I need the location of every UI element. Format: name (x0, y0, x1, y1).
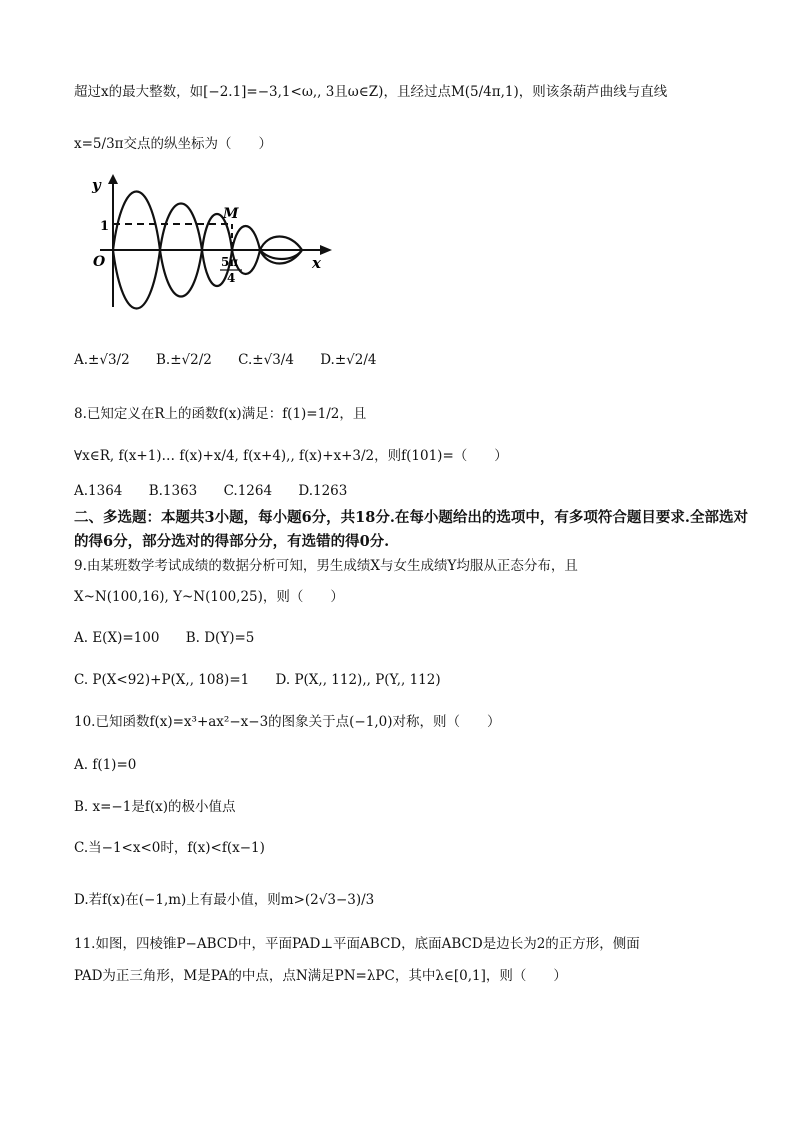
q7-option-b[interactable]: B.±√2/2 (155, 352, 212, 368)
q11-line1: 11.如图，四棱锥P−ABCD中，平面PAD⊥平面ABCD，底面ABCD是边长为2的正方形，侧面 (74, 936, 640, 952)
q10-option-d[interactable]: D.若f(x)在(−1,m)上有最小值，则m>(2√3−3)/3 (74, 892, 375, 908)
label-origin: O (93, 254, 106, 270)
q10-line1: 10.已知函数f(x)=x³+ax²−x−3的图象关于点(−1,0)对称，则（ ） (74, 714, 501, 730)
label-m: M (223, 206, 239, 222)
q9-line1: 9.由某班数学考试成绩的数据分析可知，男生成绩X与女生成绩Y均服从正态分布，且 (74, 558, 578, 574)
q8-line1: 8.已知定义在R上的函数f(x)满足：f(1)=1/2，且 (74, 406, 367, 422)
q7-line1: 超过x的最大整数，如[−2.1]=−3,1<ω,, 3且ω∈Z)，且经过点M(5/4π,1)，则该条葫芦曲线与直线 (74, 84, 668, 100)
y-axis-arrow (108, 174, 118, 184)
q7-option-a[interactable]: A.±√3/2 (74, 352, 130, 368)
gourd-curve-lower (113, 204, 302, 309)
q10-option-b[interactable]: B. x=−1是f(x)的极小值点 (74, 799, 236, 815)
gourd-curve-figure (80, 172, 340, 312)
label-y: y (92, 176, 101, 194)
label-4: 4 (227, 271, 236, 285)
label-one: 1 (100, 219, 110, 234)
label-x: x (312, 254, 321, 272)
q10-option-a[interactable]: A. f(1)=0 (74, 757, 137, 773)
q9-option-d[interactable]: D. P(X,, 112),, P(Y,, 112) (275, 672, 441, 688)
q9-option-a[interactable]: A. E(X)=100 (74, 630, 160, 646)
q9-line2: X~N(100,16), Y~N(100,25)，则（ ） (74, 589, 344, 605)
x-axis-arrow (320, 245, 332, 255)
q7-option-c[interactable]: C.±√3/4 (238, 352, 294, 368)
q8-line2: ∀x∈R, f(x+1)… f(x)+x/4, f(x+4),, f(x)+x+3/2，则f(101)=（ ） (74, 448, 508, 464)
label-5pi: 5π (221, 255, 239, 269)
q8-option-b[interactable]: B.1363 (148, 483, 198, 499)
q8-option-c[interactable]: C.1264 (223, 483, 273, 499)
q9-option-c[interactable]: C. P(X<92)+P(X,, 108)=1 (74, 672, 250, 688)
q9-options-cd (74, 672, 754, 688)
section2-header: 二、多选题：本题共3小题，每小题6分，共18分.在每小题给出的选项中，有多项符合题目要求.全部选对的得6分，部分选对的得部分分，有选错的得0分. (74, 509, 748, 550)
q9-option-b[interactable]: B. D(Y)=5 (185, 630, 255, 646)
q8-option-d[interactable]: D.1263 (298, 483, 348, 499)
q7-option-d[interactable]: D.±√2/4 (320, 352, 377, 368)
q7-line2: x=5/3π交点的纵坐标为（ ） (74, 136, 273, 152)
q8-option-a[interactable]: A.1364 (74, 483, 123, 499)
q9-options-ab (74, 630, 754, 646)
q7-options (74, 352, 754, 368)
q8-options (74, 483, 754, 499)
q10-option-c[interactable]: C.当−1<x<0时，f(x)<f(x−1) (74, 840, 265, 856)
q11-line2: PAD为正三角形，M是PA的中点，点N满足PN=λPC，其中λ∈[0,1]，则（ ） (74, 968, 567, 984)
gourd-curve-upper (113, 192, 302, 297)
